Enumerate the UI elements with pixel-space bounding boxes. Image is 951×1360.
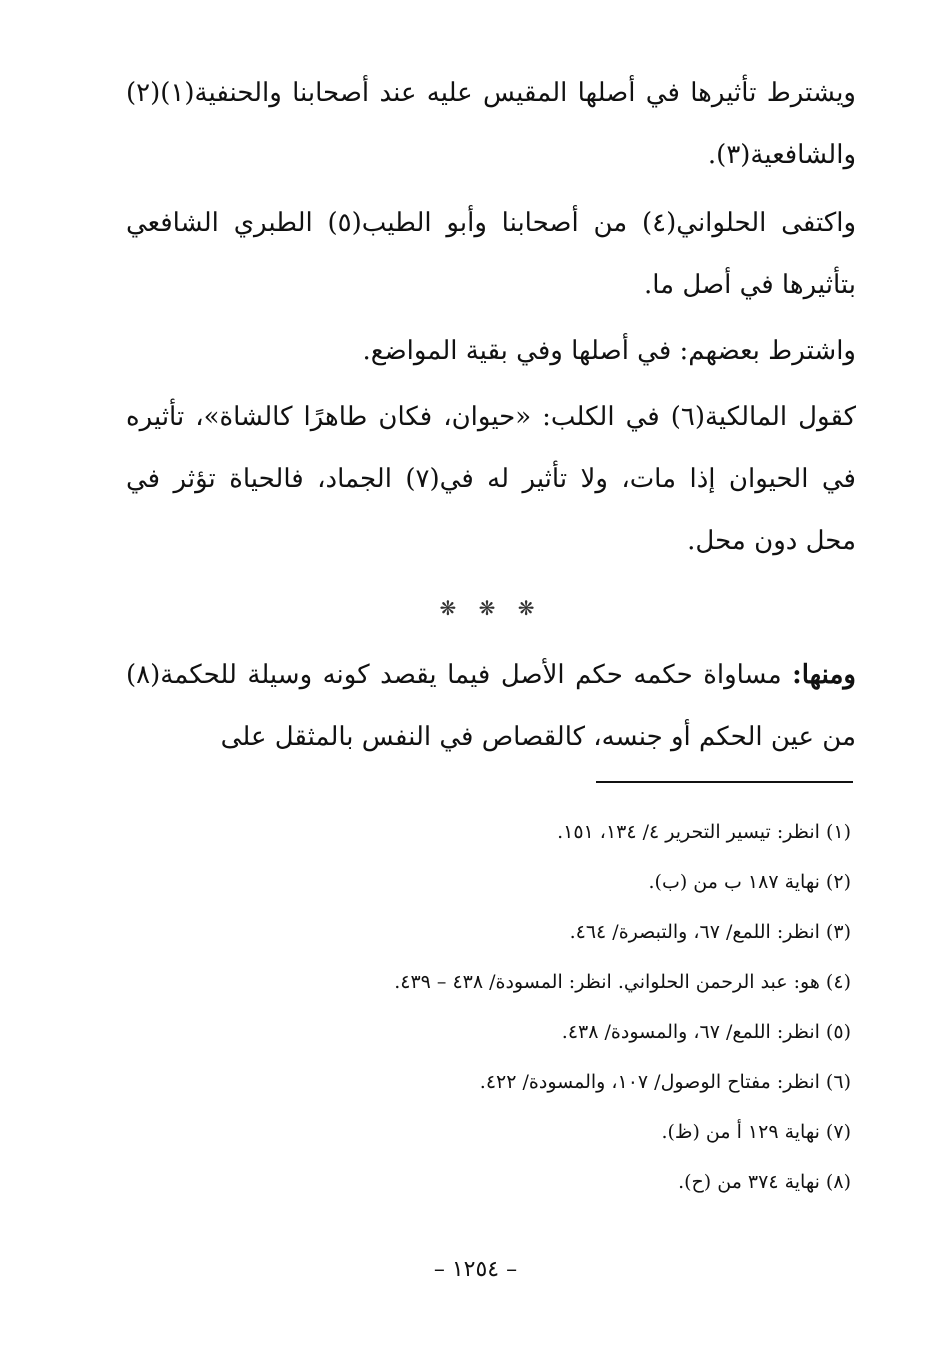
footnote-4: (٤) هو: عبد الرحمن الحلواني. انظر: المسودة/ ٤٣٨ – ٤٣٩.	[394, 971, 851, 993]
footnote-6: (٦) انظر: مفتاح الوصول/ ١٠٧، والمسودة/ ٤٢٢.	[479, 1071, 851, 1093]
footnote-3: (٣) انظر: اللمع/ ٦٧، والتبصرة/ ٤٦٤.	[569, 921, 851, 943]
paragraph-5	[126, 644, 856, 768]
paragraph-1: ويشترط تأثيرها في أصلها المقيس عليه عند أصحابنا والحنفية(١)(٢) والشافعية(٣).	[126, 78, 856, 170]
footnote-7: (٧) نهاية ١٢٩ أ من (ظ).	[661, 1121, 851, 1143]
paragraph-5-lead: ومنها:	[792, 660, 856, 690]
footnote-rule	[596, 781, 853, 783]
paragraph-3: واشترط بعضهم: في أصلها وفي بقية المواضع.	[362, 336, 856, 366]
footnotes-list	[131, 807, 851, 1207]
paragraph-2: واكتفى الحلواني(٤) من أصحابنا وأبو الطيب(٥) الطبري الشافعي بتأثيرها في أصل ما.	[126, 208, 856, 300]
footnote-8: (٨) نهاية ٣٧٤ من (ح).	[678, 1171, 851, 1193]
main-text	[126, 62, 856, 768]
section-separator: ❋ ❋ ❋	[439, 596, 543, 620]
footnote-1: (١) انظر: تيسير التحرير ٤/ ١٣٤، ١٥١.	[557, 821, 851, 843]
footnote-2: (٢) نهاية ١٨٧ ب من (ب).	[648, 871, 851, 893]
paragraph-4: كقول المالكية(٦) في الكلب: «حيوان، فكان طاهرًا كالشاة»، تأثيره في الحيوان إذا مات، ولا تأثير له في(٧) الجماد، فالحياة تؤثر في محل دون محل.	[126, 402, 856, 556]
footnote-5: (٥) انظر: اللمع/ ٦٧، والمسودة/ ٤٣٨.	[561, 1021, 851, 1043]
page-number: – ١٢٥٤ –	[433, 1257, 518, 1282]
paragraph-5-text: مساواة حكمه حكم الأصل فيما يقصد كونه وسيلة للحكمة(٨) من عين الحكم أو جنسه، كالقصاص في النفس بالمثقل على	[126, 660, 856, 752]
